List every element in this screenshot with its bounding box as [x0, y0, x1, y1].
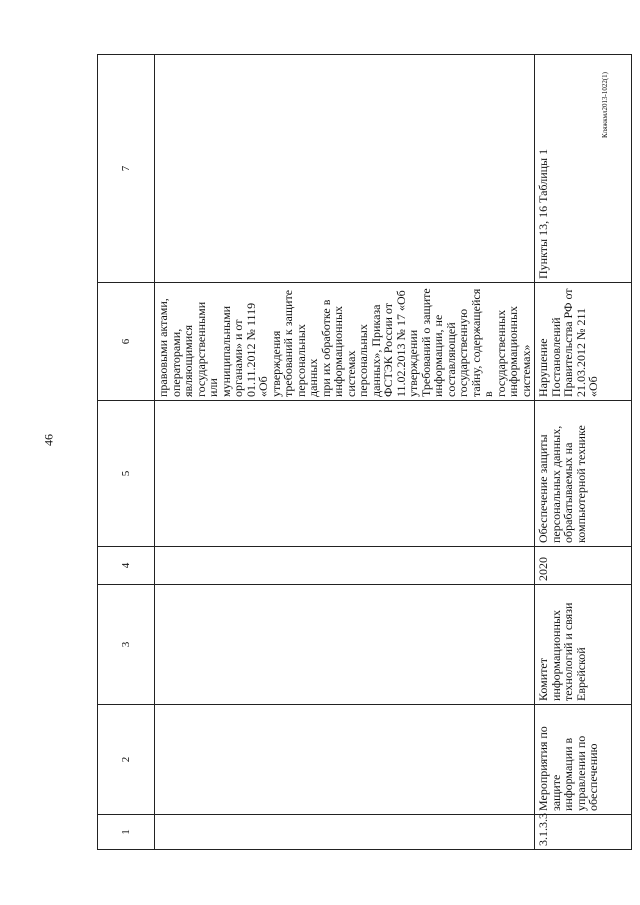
header-col-1: 1 — [98, 815, 155, 850]
cell-empty — [155, 55, 535, 283]
cell-measure-name: Мероприятия по защите информации в управлении по обеспечению — [535, 705, 632, 815]
page-number: 46 — [41, 434, 56, 446]
cell-result: Обеспечение защиты персональных данных, обрабатываемых на компьютерной технике — [535, 401, 632, 547]
table-header-row — [98, 55, 155, 850]
measures-table — [97, 54, 632, 850]
cell-empty — [155, 547, 535, 585]
cell-year: 2020 — [535, 547, 632, 585]
header-col-7: 7 — [98, 55, 155, 283]
cell-empty — [155, 815, 535, 850]
cell-empty — [155, 705, 535, 815]
header-col-6: 6 — [98, 283, 155, 401]
cell-reference: Пункты 13, 16 Таблицы 1 — [535, 55, 632, 283]
header-col-5: 5 — [98, 401, 155, 547]
cell-legal-basis: Нарушение Постановлений Правительства РФ от 21.03.2012 № 211 «Об — [535, 283, 632, 401]
cell-legal-basis-continued: правовыми актами, операторами, являющимися государственными или муниципальными органами» и от 01.11.2012 № 1119 «Об утверждения требований к защите персональных данных при их обработке в информационных системах персональных данных», Приказа ФСТЭК России от 11.02.2013 № 17 «Об утверждении Требований о защите информации, не составляющей государственную тайну, содержащейся в государственных информационных системах» — [155, 283, 535, 401]
cell-empty — [155, 401, 535, 547]
header-col-3: 3 — [98, 585, 155, 705]
header-col-2: 2 — [98, 705, 155, 815]
cell-executor: Комитет информационных технологий и связи Еврейской — [535, 585, 632, 705]
table-row-continued — [155, 55, 535, 850]
document-code: Кляжкмл2013-1022(1) — [601, 71, 609, 139]
cell-item-number: 3.1.3.3 — [535, 815, 632, 850]
header-col-4: 4 — [98, 547, 155, 585]
table-row-item — [535, 55, 632, 850]
rotated-table-container — [97, 55, 600, 850]
cell-empty — [155, 585, 535, 705]
